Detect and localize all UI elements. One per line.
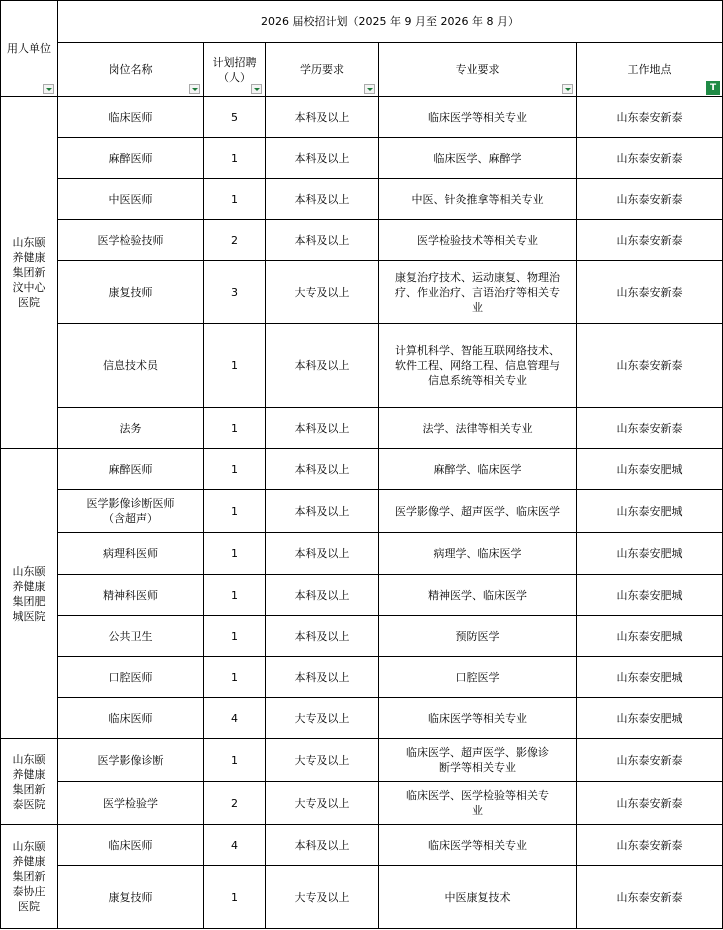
position-header: 岗位名称	[108, 63, 153, 76]
table-row	[1, 490, 723, 533]
location-cell: 山东泰安新泰	[577, 825, 723, 866]
major-header-cell	[379, 43, 577, 97]
employer-unit: 山东颐养健康集团新泰协庄医院	[1, 825, 58, 929]
education-header-cell	[266, 43, 379, 97]
education-cell: 大专及以上	[266, 698, 379, 739]
education-cell: 本科及以上	[266, 616, 379, 657]
education-cell: 本科及以上	[266, 138, 379, 179]
position-cell: 精神科医师	[58, 575, 204, 616]
plan-title: 2026 届校招计划（2025 年 9 月至 2026 年 8 月）	[58, 1, 723, 43]
education-cell: 本科及以上	[266, 657, 379, 698]
position-cell: 信息技术员	[58, 324, 204, 408]
count-cell: 1	[204, 324, 266, 408]
position-cell: 麻醉医师	[58, 138, 204, 179]
count-cell: 1	[204, 138, 266, 179]
location-cell: 山东泰安肥城	[577, 657, 723, 698]
count-filter-dropdown-icon[interactable]	[251, 84, 262, 94]
location-cell: 山东泰安肥城	[577, 616, 723, 657]
position-cell: 中医医师	[58, 179, 204, 220]
location-cell: 山东泰安新泰	[577, 324, 723, 408]
position-cell: 医学检验技师	[58, 220, 204, 261]
major-filter-dropdown-icon[interactable]	[562, 84, 573, 94]
education-cell: 大专及以上	[266, 866, 379, 929]
location-cell: 山东泰安肥城	[577, 533, 723, 575]
table-row	[1, 575, 723, 616]
count-cell: 1	[204, 657, 266, 698]
count-cell: 3	[204, 261, 266, 324]
table-row	[1, 616, 723, 657]
location-cell: 山东泰安新泰	[577, 261, 723, 324]
location-cell: 山东泰安新泰	[577, 782, 723, 825]
table-row	[1, 866, 723, 929]
education-cell: 本科及以上	[266, 449, 379, 490]
unit-filter-dropdown-icon[interactable]	[43, 84, 54, 94]
major-cell: 预防医学	[379, 616, 577, 657]
position-cell: 临床医师	[58, 825, 204, 866]
employer-unit: 山东颐养健康集团新汶中心医院	[1, 97, 58, 449]
location-cell: 山东泰安新泰	[577, 220, 723, 261]
active-filter-icon[interactable]: T	[706, 81, 720, 95]
position-cell: 临床医师	[58, 698, 204, 739]
employer-unit: 山东颐养健康集团肥城医院	[1, 449, 58, 739]
location-cell: 山东泰安新泰	[577, 739, 723, 782]
table-row	[1, 179, 723, 220]
major-cell: 中医康复技术	[379, 866, 577, 929]
table-row	[1, 138, 723, 179]
major-cell: 康复治疗技术、运动康复、物理治疗、作业治疗、言语治疗等相关专业	[379, 261, 577, 324]
count-cell: 1	[204, 866, 266, 929]
location-cell: 山东泰安肥城	[577, 698, 723, 739]
count-cell: 2	[204, 220, 266, 261]
major-cell: 临床医学、麻醉学	[379, 138, 577, 179]
major-cell: 临床医学等相关专业	[379, 97, 577, 138]
location-cell: 山东泰安新泰	[577, 179, 723, 220]
table-row	[1, 324, 723, 408]
major-cell: 医学检验技术等相关专业	[379, 220, 577, 261]
table-row	[1, 825, 723, 866]
education-cell: 大专及以上	[266, 782, 379, 825]
major-cell: 法学、法律等相关专业	[379, 408, 577, 449]
unit-header: 用人单位	[7, 42, 51, 55]
table-row	[1, 261, 723, 324]
education-cell: 本科及以上	[266, 179, 379, 220]
location-header-cell	[577, 43, 723, 97]
major-cell: 精神医学、临床医学	[379, 575, 577, 616]
table-row	[1, 220, 723, 261]
education-cell: 大专及以上	[266, 739, 379, 782]
table-row	[1, 698, 723, 739]
location-cell: 山东泰安新泰	[577, 408, 723, 449]
position-cell: 康复技师	[58, 261, 204, 324]
position-cell: 医学影像诊断	[58, 739, 204, 782]
count-cell: 1	[204, 408, 266, 449]
count-cell: 1	[204, 179, 266, 220]
major-cell: 口腔医学	[379, 657, 577, 698]
table-row	[1, 739, 723, 782]
location-cell: 山东泰安肥城	[577, 575, 723, 616]
location-cell: 山东泰安肥城	[577, 490, 723, 533]
column-header-row	[1, 43, 723, 97]
education-cell: 大专及以上	[266, 261, 379, 324]
major-cell: 临床医学等相关专业	[379, 698, 577, 739]
education-cell: 本科及以上	[266, 490, 379, 533]
count-cell: 1	[204, 739, 266, 782]
position-cell: 公共卫生	[58, 616, 204, 657]
education-cell: 本科及以上	[266, 575, 379, 616]
table-row	[1, 533, 723, 575]
education-cell: 本科及以上	[266, 324, 379, 408]
table-row	[1, 782, 723, 825]
major-cell: 临床医学、超声医学、影像诊断学等相关专业	[379, 739, 577, 782]
education-cell: 本科及以上	[266, 825, 379, 866]
major-cell: 中医、针灸推拿等相关专业	[379, 179, 577, 220]
position-cell: 医学影像诊断医师（含超声）	[58, 490, 204, 533]
location-header: 工作地点	[627, 63, 672, 76]
education-cell: 本科及以上	[266, 408, 379, 449]
major-cell: 计算机科学、智能互联网络技术、软件工程、网络工程、信息管理与信息系统等相关专业	[379, 324, 577, 408]
position-cell: 临床医师	[58, 97, 204, 138]
major-cell: 病理学、临床医学	[379, 533, 577, 575]
count-cell: 4	[204, 825, 266, 866]
position-cell: 麻醉医师	[58, 449, 204, 490]
table-row	[1, 408, 723, 449]
education-filter-dropdown-icon[interactable]	[364, 84, 375, 94]
count-header-cell	[204, 43, 266, 97]
count-cell: 5	[204, 97, 266, 138]
major-cell: 临床医学、医学检验等相关专业	[379, 782, 577, 825]
major-cell: 医学影像学、超声医学、临床医学	[379, 490, 577, 533]
count-cell: 1	[204, 490, 266, 533]
position-cell: 病理科医师	[58, 533, 204, 575]
count-cell: 2	[204, 782, 266, 825]
education-cell: 本科及以上	[266, 220, 379, 261]
position-cell: 法务	[58, 408, 204, 449]
major-cell: 临床医学等相关专业	[379, 825, 577, 866]
employer-unit: 山东颐养健康集团新泰医院	[1, 739, 58, 825]
count-cell: 4	[204, 698, 266, 739]
count-cell: 1	[204, 575, 266, 616]
count-cell: 1	[204, 616, 266, 657]
position-cell: 康复技师	[58, 866, 204, 929]
position-header-cell	[58, 43, 204, 97]
location-cell: 山东泰安新泰	[577, 138, 723, 179]
table-row	[1, 97, 723, 138]
table-row	[1, 449, 723, 490]
education-header: 学历要求	[300, 63, 344, 76]
count-cell: 1	[204, 533, 266, 575]
table-row	[1, 657, 723, 698]
plan-title-row	[1, 1, 723, 43]
count-header: 计划招聘（人）	[212, 55, 257, 84]
education-cell: 本科及以上	[266, 97, 379, 138]
position-filter-dropdown-icon[interactable]	[189, 84, 200, 94]
position-cell: 医学检验学	[58, 782, 204, 825]
education-cell: 本科及以上	[266, 533, 379, 575]
unit-header-cell	[1, 1, 58, 97]
position-cell: 口腔医师	[58, 657, 204, 698]
major-header: 专业要求	[455, 63, 500, 76]
location-cell: 山东泰安新泰	[577, 866, 723, 929]
major-cell: 麻醉学、临床医学	[379, 449, 577, 490]
location-cell: 山东泰安肥城	[577, 449, 723, 490]
location-cell: 山东泰安新泰	[577, 97, 723, 138]
count-cell: 1	[204, 449, 266, 490]
